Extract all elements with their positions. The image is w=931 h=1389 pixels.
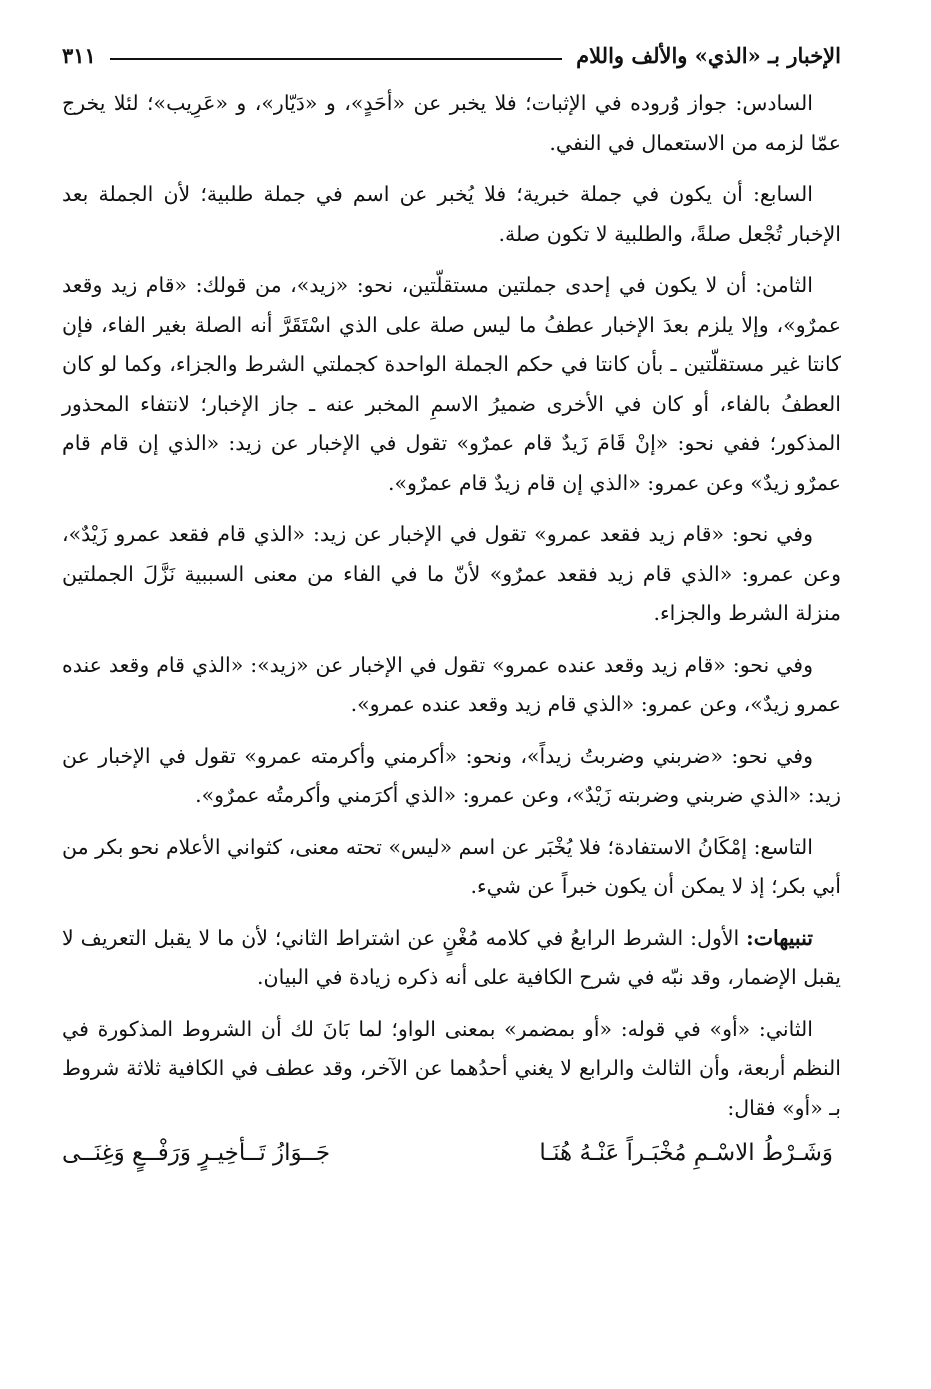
page-body bbox=[62, 84, 841, 1166]
paragraph: التاسع: إمْكَانُ الاستفادة؛ فلا يُخْبَر عن اسم «ليس» تحته معنى، كثواني الأعلام نحو بكر من أبي بكر؛ إذ لا يمكن أن يكون خبراً عن شيء. bbox=[61, 834, 841, 898]
verse-hemistich-right: وَشَـرْطُ الاسْـمِ مُخْبَـراً عَنْـهُ هُنَـا bbox=[539, 1140, 833, 1166]
verse-hemistich-left: جَــوَازُ تَــأخِيـرٍ وَرَفْــعٍ وَغِنَــى bbox=[62, 1140, 331, 1166]
paragraph-notes bbox=[62, 919, 841, 998]
verse-line bbox=[62, 1140, 841, 1166]
running-title: الإخبار بـ «الذي» والألف واللام bbox=[576, 43, 841, 68]
paragraph: السادس: جواز وُروده في الإثبات؛ فلا يخبر عن «أحَدٍ»، و «دَيّار»، و «عَرِيب»؛ لئلا يخرج عمّا لزمه من الاستعمال في النفي. bbox=[62, 91, 841, 155]
header-rule bbox=[110, 58, 562, 60]
paragraph: الثامن: أن لا يكون في إحدى جملتين مستقلّتين، نحو: «زيد»، من قولك: «قام زيد وقعد عمرٌو»، وإلا يلزم بعدَ الإخبار عطفُ ما ليس صلة على الذي اسْتَقَرَّ أنه الصلة بغير الفاء، فإن كانتا غير مستقلّتين ـ بأن كانتا في حكم الجملة الواحدة كجملتي الشرط والجزاء، وكما لو كان العطفُ بالفاء، أو كان في الأخرى ضميرُ الاسمِ المخبر عنه ـ جاز الإخبار؛ لانتفاء المحذور المذكور؛ ففي نحو: «إنْ قَامَ زَيدٌ قام عمرٌو» تقول في الإخبار عن زيد: «الذي إن قام قام عمرٌو زيدٌ» وعن عمرو: «الذي إن قام زيدٌ قام عمرٌو». bbox=[62, 273, 841, 495]
page-number: ٣١١ bbox=[62, 43, 96, 68]
paragraph: السابع: أن يكون في جملة خبرية؛ فلا يُخبر عن اسم في جملة طلبية؛ لأن الجملة بعد الإخبار تُجْعل صلةً، والطلبية لا تكون صلة. bbox=[62, 182, 841, 246]
paragraph: الثاني: «أو» في قوله: «أو بمضمر» بمعنى الواو؛ لما بَانَ لك أن الشروط المذكورة في النظم أربعة، وأن الثالث والرابع لا يغني أحدُهما عن الآخر، وقد عطف في الكافية ثلاثة شروط بـ «أو» فقال: bbox=[62, 1016, 841, 1120]
bold-lead: تنبيهات: bbox=[746, 925, 813, 950]
paragraph: وفي نحو: «قام زيد فقعد عمرو» تقول في الإخبار عن زيد: «الذي قام فقعد عمرو زَيْدٌ»، وعن عمرو: «الذي قام زيد فقعد عمرٌو» لأنّ ما في الفاء من معنى السببية نَزَّلَ الجملتين منزلة الشرط والجزاء. bbox=[62, 522, 841, 625]
notes-text: الأول: الشرط الرابعُ في كلامه مُغْنٍ عن اشتراط الثاني؛ لأن ما لا يقبل التعريف لا يقبل الإضمار، وقد نبّه في شرح الكافية على أنه ذكره زيادة في البيان. bbox=[62, 925, 841, 989]
paragraph: وفي نحو: «ضربني وضربتُ زيداً»، ونحو: «أكرمني وأكرمته عمرو» تقول في الإخبار عن زيد: «الذي ضربني وضربته زَيْدٌ»، وعن عمرو: «الذي أكرَمني وأكرمتُه عمرٌو». bbox=[62, 743, 841, 807]
paragraph: وفي نحو: «قام زيد وقعد عنده عمرو» تقول في الإخبار عن «زيد»: «الذي قام وقعد عنده عمرو زيدٌ»، وعن عمرو: «الذي قام زيد وقعد عنده عمرو». bbox=[62, 652, 841, 716]
page-header bbox=[62, 28, 841, 68]
book-page bbox=[62, 28, 841, 1369]
